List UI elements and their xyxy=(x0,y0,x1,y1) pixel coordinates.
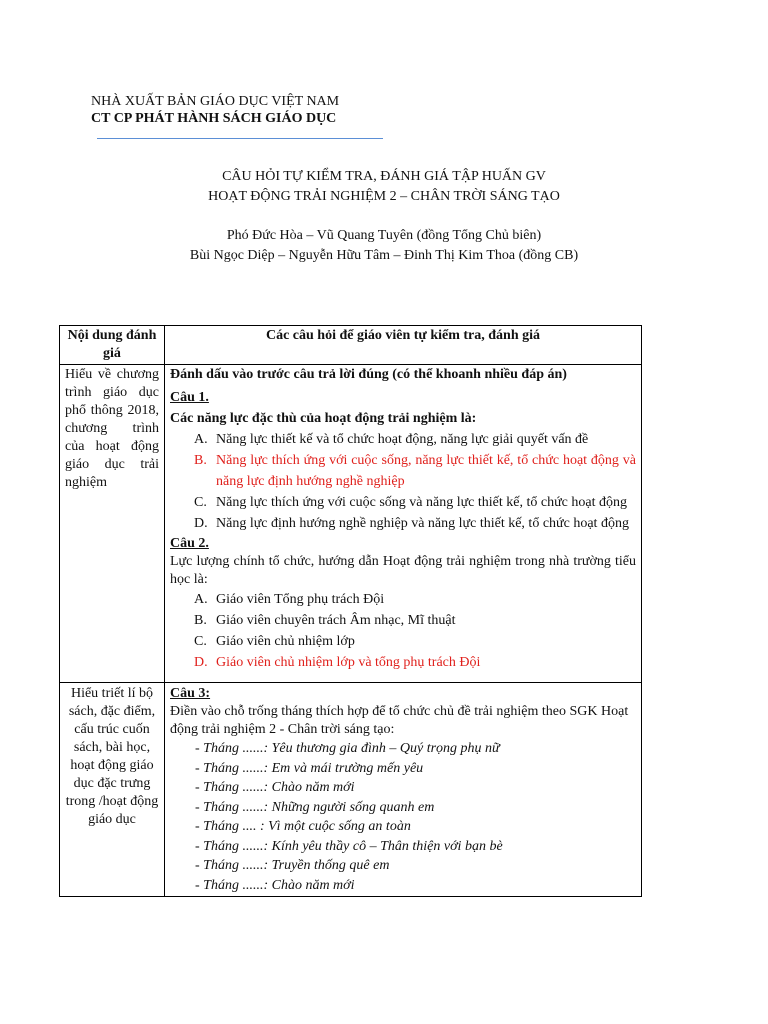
month-item[interactable]: - Tháng ......: Những người sống quanh em xyxy=(195,799,435,815)
q1-label: Câu 1. xyxy=(170,390,209,405)
q1-options xyxy=(170,429,636,534)
q3-label: Câu 3: xyxy=(170,686,211,701)
publisher-name: NHÀ XUẤT BẢN GIÁO DỤC VIỆT NAM xyxy=(91,94,340,109)
month-item[interactable]: - Tháng ......: Yêu thương gia đình – Quý trọng phụ nữ xyxy=(195,741,500,756)
table-row xyxy=(60,683,642,897)
company-name: CT CP PHÁT HÀNH SÁCH GIÁO DỤC xyxy=(91,111,337,126)
q2-option-c[interactable]: C. Giáo viên chủ nhiệm lớp xyxy=(194,634,355,649)
title-line-2: HOẠT ĐỘNG TRẢI NGHIỆM 2 – CHÂN TRỜI SÁNG TẠO xyxy=(208,189,560,204)
month-item[interactable]: - Tháng ......: Kính yêu thầy cô – Thân thiện với bạn bè xyxy=(195,838,503,854)
q1-option-a[interactable]: A. Năng lực thiết kế và tổ chức hoạt động, năng lực giải quyết vấn đề xyxy=(194,432,589,447)
q1-option-d[interactable]: D. Năng lực định hướng nghề nghiệp và năng lực thiết kế, tổ chức hoạt động xyxy=(194,516,629,531)
q1-stem: Các năng lực đặc thù của hoạt động trải nghiệm là: xyxy=(170,411,477,426)
q2-option-a[interactable]: A. Giáo viên Tổng phụ trách Đội xyxy=(194,592,385,607)
document-header xyxy=(91,93,339,127)
month-item[interactable]: - Tháng ......: Chào năm mới xyxy=(195,780,355,795)
month-item[interactable]: - Tháng ......: Em và mái trường mến yêu xyxy=(195,760,424,776)
title-line-1: CÂU HỎI TỰ KIỂM TRA, ĐÁNH GIÁ TẬP HUẤN GV xyxy=(222,169,546,184)
authors-block xyxy=(0,226,768,266)
q3-stem: Điền vào chỗ trống tháng thích hợp để tổ chức chủ đề trải nghiệm theo SGK Hoạt động trải nghiệm 2 - Chân trời sáng tạo: xyxy=(170,704,629,737)
authors-line-2: Bùi Ngọc Diệp – Nguyễn Hữu Tâm – Đinh Thị Kim Thoa (đồng CB) xyxy=(189,248,579,263)
header-divider xyxy=(97,138,383,139)
month-item[interactable]: - Tháng ......: Truyền thống quê em xyxy=(195,858,390,873)
q2-stem: Lực lượng chính tổ chức, hướng dẫn Hoạt động trải nghiệm trong nhà trường tiểu học là: xyxy=(170,554,636,587)
table-header-row xyxy=(60,326,642,365)
instruction: Đánh dấu vào trước câu trả lời đúng (có thể khoanh nhiều đáp án) xyxy=(170,367,567,382)
q2-options xyxy=(170,589,636,673)
row1-topic: Hiểu về chương trình giáo dục phổ thông 2018, chương trình của hoạt động giáo dục trải nghiệm xyxy=(60,365,165,683)
q2-option-d[interactable]: D. Giáo viên chủ nhiệm lớp và tổng phụ trách Đội xyxy=(194,655,481,670)
row1-questions xyxy=(165,365,642,683)
questions-table xyxy=(59,325,642,897)
header-questions: Các câu hỏi để giáo viên tự kiểm tra, đánh giá xyxy=(165,326,642,365)
table-row xyxy=(60,365,642,683)
month-item[interactable]: - Tháng .... : Vì một cuộc sống an toàn xyxy=(195,819,411,834)
q1-option-b[interactable]: B. Năng lực thích ứng với cuộc sống, năng lực thiết kế, tổ chức hoạt động và năng lực định hướng nghề nghiệp xyxy=(194,453,636,489)
row2-topic: Hiểu triết lí bộ sách, đặc điểm, cấu trúc cuốn sách, bài học, hoạt động giáo dục đặc trưng trong /hoạt động giáo dục xyxy=(60,683,165,897)
document-title xyxy=(0,167,768,207)
q2-label: Câu 2. xyxy=(170,536,209,551)
authors-line-1: Phó Đức Hòa – Vũ Quang Tuyên (đồng Tổng Chủ biên) xyxy=(226,228,542,243)
q1-option-c[interactable]: C. Năng lực thích ứng với cuộc sống và năng lực thiết kế, tổ chức hoạt động xyxy=(194,495,627,510)
row2-questions xyxy=(165,683,642,897)
header-content: Nội dung đánh giá xyxy=(60,326,165,365)
q3-month-list xyxy=(170,739,636,895)
q2-option-b[interactable]: B. Giáo viên chuyên trách Âm nhạc, Mĩ thuật xyxy=(194,613,456,628)
month-item[interactable]: - Tháng ......: Chào năm mới xyxy=(195,877,355,893)
